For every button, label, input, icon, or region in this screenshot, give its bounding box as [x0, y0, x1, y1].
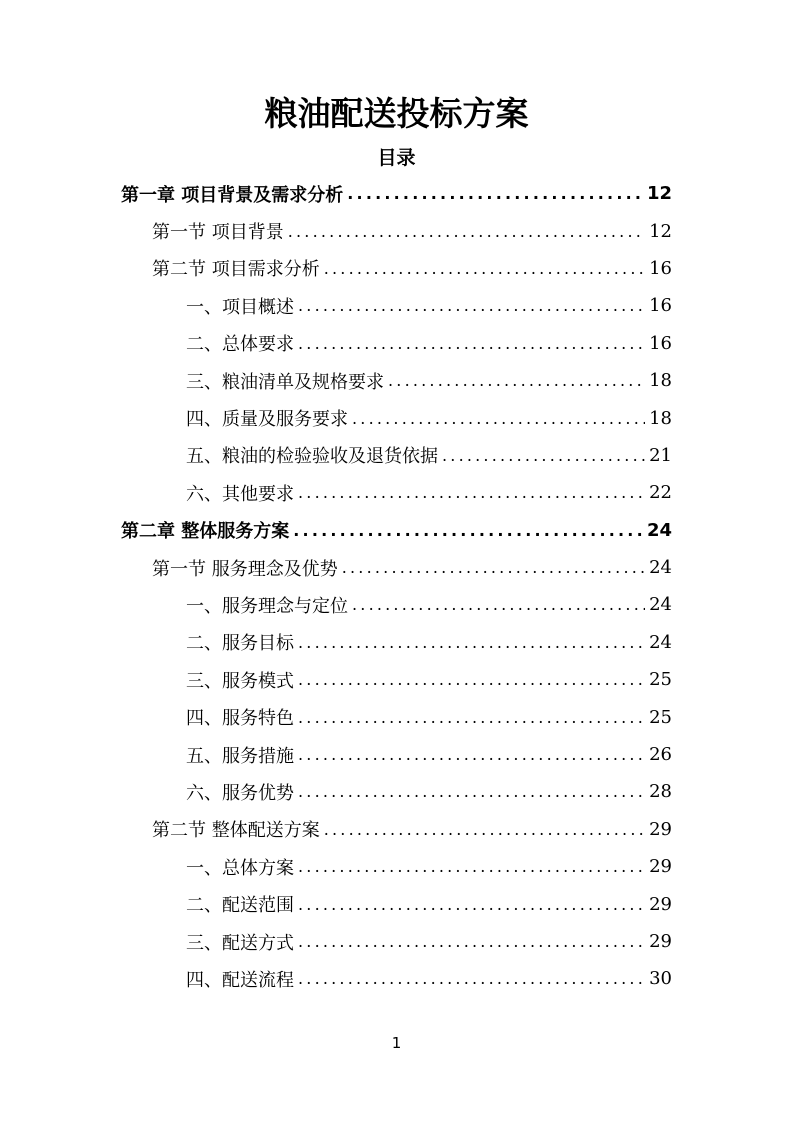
- toc-entry-label: 二、配送范围: [186, 895, 294, 917]
- toc-entry-label: 第二节 整体配送方案: [152, 820, 320, 842]
- toc-entry-label: 六、其他要求: [186, 483, 294, 505]
- toc-entry-page: 30: [649, 968, 672, 990]
- toc-leader-dots: [324, 820, 645, 839]
- page-number: 1: [391, 1034, 402, 1052]
- toc-entry[interactable]: [0, 923, 793, 960]
- toc-leader-dots: [298, 969, 645, 988]
- toc-leader-dots: [298, 932, 645, 951]
- toc-entry-label: 一、总体方案: [186, 857, 294, 879]
- toc-entry-page: 24: [646, 519, 672, 541]
- toc-leader-dots: [388, 371, 645, 390]
- toc-entry[interactable]: [0, 624, 793, 661]
- toc-entry[interactable]: [0, 325, 793, 362]
- toc-entry-page: 29: [649, 856, 672, 878]
- toc-entry-label: 二、总体要求: [186, 334, 294, 356]
- toc-heading: 目录: [377, 147, 416, 169]
- toc-leader-dots: [298, 857, 645, 876]
- toc-leader-dots: [352, 409, 645, 428]
- toc-entry-label: 一、服务理念与定位: [186, 595, 348, 617]
- toc-entry[interactable]: [0, 698, 793, 735]
- toc-leader-dots: [298, 670, 645, 689]
- toc-entry[interactable]: [0, 212, 793, 249]
- toc-entry-label: 第一节 项目背景: [152, 222, 284, 244]
- toc-entry-label: 第二节 项目需求分析: [152, 259, 320, 281]
- toc-entry-page: 29: [649, 818, 672, 840]
- toc-entry-label: 四、配送流程: [186, 969, 294, 991]
- toc-entry-page: 16: [649, 257, 672, 279]
- toc-entry[interactable]: [0, 586, 793, 623]
- toc-entry[interactable]: [0, 773, 793, 810]
- toc-entry-page: 25: [649, 669, 672, 691]
- toc-leader-dots: [298, 296, 645, 315]
- toc-entry[interactable]: [0, 437, 793, 474]
- toc-entry[interactable]: [0, 250, 793, 287]
- toc-leader-dots: [298, 782, 645, 801]
- toc-leader-dots: [298, 483, 645, 502]
- toc-entry-label: 五、服务措施: [186, 745, 294, 767]
- toc-entry[interactable]: [0, 474, 793, 511]
- toc-entry[interactable]: [0, 885, 793, 922]
- toc-leader-dots: [298, 708, 645, 727]
- toc-entry-page: 18: [649, 407, 672, 429]
- toc-leader-dots: [442, 446, 645, 465]
- toc-entry-label: 二、服务目标: [186, 633, 294, 655]
- toc-entry-label: 三、配送方式: [186, 932, 294, 954]
- toc-entry[interactable]: [0, 661, 793, 698]
- toc-entry-label: 第二章 整体服务方案: [121, 521, 290, 543]
- toc-entry-page: 26: [649, 744, 672, 766]
- toc-entry[interactable]: [0, 960, 793, 997]
- toc-leader-dots: [342, 558, 645, 577]
- table-of-contents: [0, 175, 793, 998]
- document-title: 粮油配送投标方案: [264, 94, 529, 133]
- toc-entry[interactable]: [0, 399, 793, 436]
- toc-entry-label: 六、服务优势: [186, 782, 294, 804]
- toc-leader-dots: [288, 222, 645, 241]
- toc-entry-label: 第一节 服务理念及优势: [152, 558, 338, 580]
- toc-entry[interactable]: [0, 811, 793, 848]
- toc-entry-page: 24: [649, 631, 672, 653]
- toc-entry-label: 五、粮油的检验验收及退货依据: [186, 446, 438, 468]
- toc-leader-dots: [298, 334, 645, 353]
- toc-leader-dots: [293, 521, 643, 540]
- toc-entry[interactable]: [0, 287, 793, 324]
- toc-leader-dots: [298, 745, 645, 764]
- toc-leader-dots: [347, 184, 643, 203]
- toc-entry-label: 四、服务特色: [186, 708, 294, 730]
- toc-entry[interactable]: [0, 362, 793, 399]
- toc-entry-page: 21: [649, 444, 672, 466]
- toc-leader-dots: [298, 633, 645, 652]
- toc-entry-label: 一、项目概述: [186, 296, 294, 318]
- toc-entry-label: 第一章 项目背景及需求分析: [121, 184, 344, 206]
- toc-entry-page: 24: [649, 594, 672, 616]
- toc-entry-page: 12: [646, 183, 672, 205]
- toc-entry-label: 三、粮油清单及规格要求: [186, 371, 384, 393]
- toc-entry[interactable]: [0, 736, 793, 773]
- toc-entry-page: 28: [649, 781, 672, 803]
- toc-entry-page: 16: [649, 332, 672, 354]
- toc-leader-dots: [352, 595, 645, 614]
- toc-entry-label: 三、服务模式: [186, 670, 294, 692]
- toc-entry-page: 24: [649, 557, 672, 579]
- toc-entry-page: 25: [649, 706, 672, 728]
- toc-entry-page: 12: [649, 220, 672, 242]
- toc-entry[interactable]: [0, 512, 793, 549]
- toc-entry[interactable]: [0, 175, 793, 212]
- toc-entry-page: 16: [649, 295, 672, 317]
- toc-entry-page: 29: [649, 893, 672, 915]
- toc-entry-page: 22: [649, 482, 672, 504]
- toc-entry-label: 四、质量及服务要求: [186, 409, 348, 431]
- toc-entry[interactable]: [0, 549, 793, 586]
- toc-entry-page: 18: [649, 370, 672, 392]
- toc-leader-dots: [298, 895, 645, 914]
- toc-leader-dots: [324, 259, 645, 278]
- toc-entry-page: 29: [649, 931, 672, 952]
- toc-entry[interactable]: [0, 848, 793, 885]
